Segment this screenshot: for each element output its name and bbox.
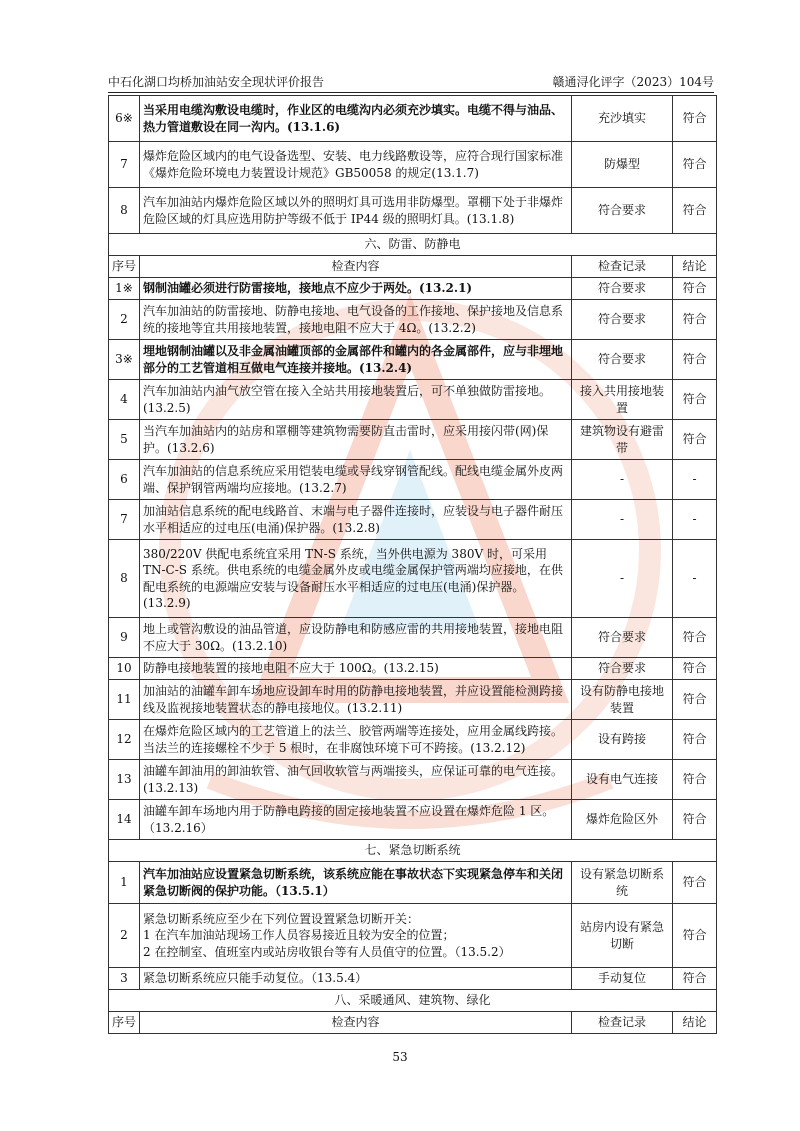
row-content: 油罐车卸油用的卸油软管、油气回收软管与两端接头，应保证可靠的电气连接。(13.2.13) (140, 760, 572, 800)
page-number: 53 (392, 1050, 408, 1064)
row-record: 接入共用接地装置 (572, 380, 673, 420)
row-result: 符合 (673, 800, 717, 840)
table-row (109, 904, 717, 968)
table-row (109, 300, 717, 340)
row-number: 8 (109, 540, 140, 618)
row-content: 当汽车加油站内的站房和罩棚等建筑物需要防直击雷时，应采用接闪带(网)保护。(13.2.6) (140, 420, 572, 460)
row-number: 6 (109, 460, 140, 500)
row-record: 建筑物设有避雷带 (572, 420, 673, 460)
row-result: 符合 (673, 96, 717, 142)
section-row (109, 840, 717, 862)
header-no: 序号 (109, 256, 140, 278)
row-record: 设有紧急切断系统 (572, 862, 673, 904)
row-content: 爆炸危险区域内的电气设备选型、安装、电力线路敷设等，应符合现行国家标准《爆炸危险环境电力装置设计规范》GB50058 的规定(13.1.7) (140, 142, 572, 188)
row-result: 符合 (673, 188, 717, 234)
row-content: 加油站的油罐车卸车场地应设卸车时用的防静电接地装置，并应设置能检测跨接线及监视接地装置状态的静电接地仪。(13.2.11) (140, 680, 572, 720)
section-row (109, 990, 717, 1012)
row-content: 油罐车卸车场地内用于防静电跨接的固定接地装置不应设置在爆炸危险 1 区。（13.2.16） (140, 800, 572, 840)
row-content: 汽车加油站的防雷接地、防静电接地、电气设备的工作接地、保护接地及信息系统的接地等宜共用接地装置，接地电阻不应大于 4Ω。(13.2.2) (140, 300, 572, 340)
row-content: 埋地钢制油罐以及非金属油罐顶部的金属部件和罐内的各金属部件，应与非埋地部分的工艺管道相互做电气连接并接地。(13.2.4) (140, 340, 572, 380)
row-record: - (572, 540, 673, 618)
row-content: 380/220V 供配电系统宜采用 TN-S 系统，当外供电源为 380V 时，可采用 TN-C-S 系统。供电系统的电缆金属外皮或电缆金属保护管两端均应接地，在供配电系统的电源端应安装与设备耐压水平相适应的过电压(电涌)保护器。(13.2.9) (140, 540, 572, 618)
row-record: 防爆型 (572, 142, 673, 188)
row-record: 符合要求 (572, 658, 673, 680)
header-record: 检查记录 (572, 1012, 673, 1034)
row-content: 加油站信息系统的配电线路首、末端与电子器件连接时，应装设与电子器件耐压水平相适应的过电压(电涌)保护器。(13.2.8) (140, 500, 572, 540)
table-row (109, 540, 717, 618)
table-row (109, 618, 717, 658)
table-row (109, 800, 717, 840)
table-row (109, 420, 717, 460)
row-record: - (572, 500, 673, 540)
row-content: 汽车加油站内爆炸危险区域以外的照明灯具可选用非防爆型。罩棚下处于非爆炸危险区域的灯具应选用防护等级不低于 IP44 级的照明灯具。(13.1.8) (140, 188, 572, 234)
row-number: 9 (109, 618, 140, 658)
content-line: 2 在控制室、值班室内或站房收银台等有人员值守的位置。（13.5.2） (143, 944, 511, 959)
table-row (109, 968, 717, 990)
row-content: 汽车加油站内油气放空管在接入全站共用接地装置后，可不单独做防雷接地。(13.2.5) (140, 380, 572, 420)
content-line: 1 在汽车加油站现场工作人员容易接近且较为安全的位置； (143, 928, 455, 943)
row-result: - (673, 460, 717, 500)
header-no: 序号 (109, 1012, 140, 1034)
row-record: 符合要求 (572, 340, 673, 380)
row-record: 站房内设有紧急切断 (572, 904, 673, 968)
row-result: 符合 (673, 760, 717, 800)
row-content: 在爆炸危险区域内的工艺管道上的法兰、胶管两端等连接处，应用金属线跨接。当法兰的连接螺栓不少于 5 根时，在非腐蚀环境下可不跨接。(13.2.12) (140, 720, 572, 760)
content-line: 紧急切断系统应至少在下列位置设置紧急切断开关： (143, 912, 420, 927)
row-result: 符合 (673, 420, 717, 460)
row-result: 符合 (673, 618, 717, 658)
row-number: 8 (109, 188, 140, 234)
table-row (109, 278, 717, 300)
row-number: 7 (109, 500, 140, 540)
table-row (109, 760, 717, 800)
table-row (109, 380, 717, 420)
table-row (109, 720, 717, 760)
row-number: 6※ (109, 96, 140, 142)
row-result: 符合 (673, 968, 717, 990)
row-result: - (673, 500, 717, 540)
column-header-row (109, 256, 717, 278)
row-content: 当采用电缆沟敷设电缆时，作业区的电缆沟内必须充沙填实。电缆不得与油品、热力管道敷设在同一沟内。(13.1.6) (140, 96, 572, 142)
section-row (109, 234, 717, 256)
row-number: 10 (109, 658, 140, 680)
row-content: 紧急切断系统应只能手动复位。（13.5.4） (140, 968, 572, 990)
row-result: 符合 (673, 278, 717, 300)
row-content (140, 904, 572, 968)
row-number: 4 (109, 380, 140, 420)
row-number: 13 (109, 760, 140, 800)
row-result: - (673, 540, 717, 618)
table-row (109, 340, 717, 380)
row-content: 汽车加油站应设置紧急切断系统，该系统应能在事故状态下实现紧急停车和关闭紧急切断阀的保护功能。（13.5.1） (140, 862, 572, 904)
row-result: 符合 (673, 680, 717, 720)
row-record: 设有电气连接 (572, 760, 673, 800)
row-record: 设有防静电接地装置 (572, 680, 673, 720)
table-row (109, 96, 717, 142)
page-header (108, 70, 714, 93)
row-number: 1 (109, 862, 140, 904)
row-record: 符合要求 (572, 278, 673, 300)
row-record: 设有跨接 (572, 720, 673, 760)
header-result: 结论 (673, 256, 717, 278)
row-number: 7 (109, 142, 140, 188)
row-number: 2 (109, 904, 140, 968)
row-result: 符合 (673, 862, 717, 904)
row-number: 14 (109, 800, 140, 840)
row-content: 地上或管沟敷设的油品管道，应设防静电和防感应雷的共用接地装置，接地电阻不应大于 30Ω。(13.2.10) (140, 618, 572, 658)
section-title: 六、防雷、防静电 (109, 234, 717, 256)
row-number: 12 (109, 720, 140, 760)
row-record: 手动复位 (572, 968, 673, 990)
row-record: - (572, 460, 673, 500)
row-number: 1※ (109, 278, 140, 300)
table-row (109, 862, 717, 904)
row-number: 3※ (109, 340, 140, 380)
row-record: 符合要求 (572, 188, 673, 234)
header-record: 检查记录 (572, 256, 673, 278)
row-record: 充沙填实 (572, 96, 673, 142)
row-result: 符合 (673, 300, 717, 340)
row-record: 爆炸危险区外 (572, 800, 673, 840)
row-number: 5 (109, 420, 140, 460)
row-result: 符合 (673, 904, 717, 968)
row-result: 符合 (673, 658, 717, 680)
row-result: 符合 (673, 340, 717, 380)
row-result: 符合 (673, 380, 717, 420)
inspection-table (108, 95, 717, 1034)
header-content: 检查内容 (140, 1012, 572, 1034)
table-row (109, 142, 717, 188)
row-content: 汽车加油站的信息系统应采用铠装电缆或导线穿钢管配线。配线电缆金属外皮两端、保护钢管两端均应接地。(13.2.7) (140, 460, 572, 500)
row-number: 3 (109, 968, 140, 990)
row-number: 2 (109, 300, 140, 340)
row-result: 符合 (673, 720, 717, 760)
row-record: 符合要求 (572, 618, 673, 658)
table-row (109, 500, 717, 540)
table-row (109, 680, 717, 720)
header-result: 结论 (673, 1012, 717, 1034)
row-number: 11 (109, 680, 140, 720)
section-title: 八、采暖通风、建筑物、绿化 (109, 990, 717, 1012)
row-record: 符合要求 (572, 300, 673, 340)
section-title: 七、紧急切断系统 (109, 840, 717, 862)
column-header-row (109, 1012, 717, 1034)
table-row (109, 658, 717, 680)
header-content: 检查内容 (140, 256, 572, 278)
row-result: 符合 (673, 142, 717, 188)
report-title: 中石化湖口均桥加油站安全现状评价报告 (108, 74, 325, 89)
document-number: 赣通浔化评字（2023）104号 (552, 74, 714, 89)
table-row (109, 188, 717, 234)
table-row (109, 460, 717, 500)
row-content: 防静电接地装置的接地电阻不应大于 100Ω。(13.2.15) (140, 658, 572, 680)
row-content: 钢制油罐必须进行防雷接地，接地点不应少于两处。(13.2.1) (140, 278, 572, 300)
